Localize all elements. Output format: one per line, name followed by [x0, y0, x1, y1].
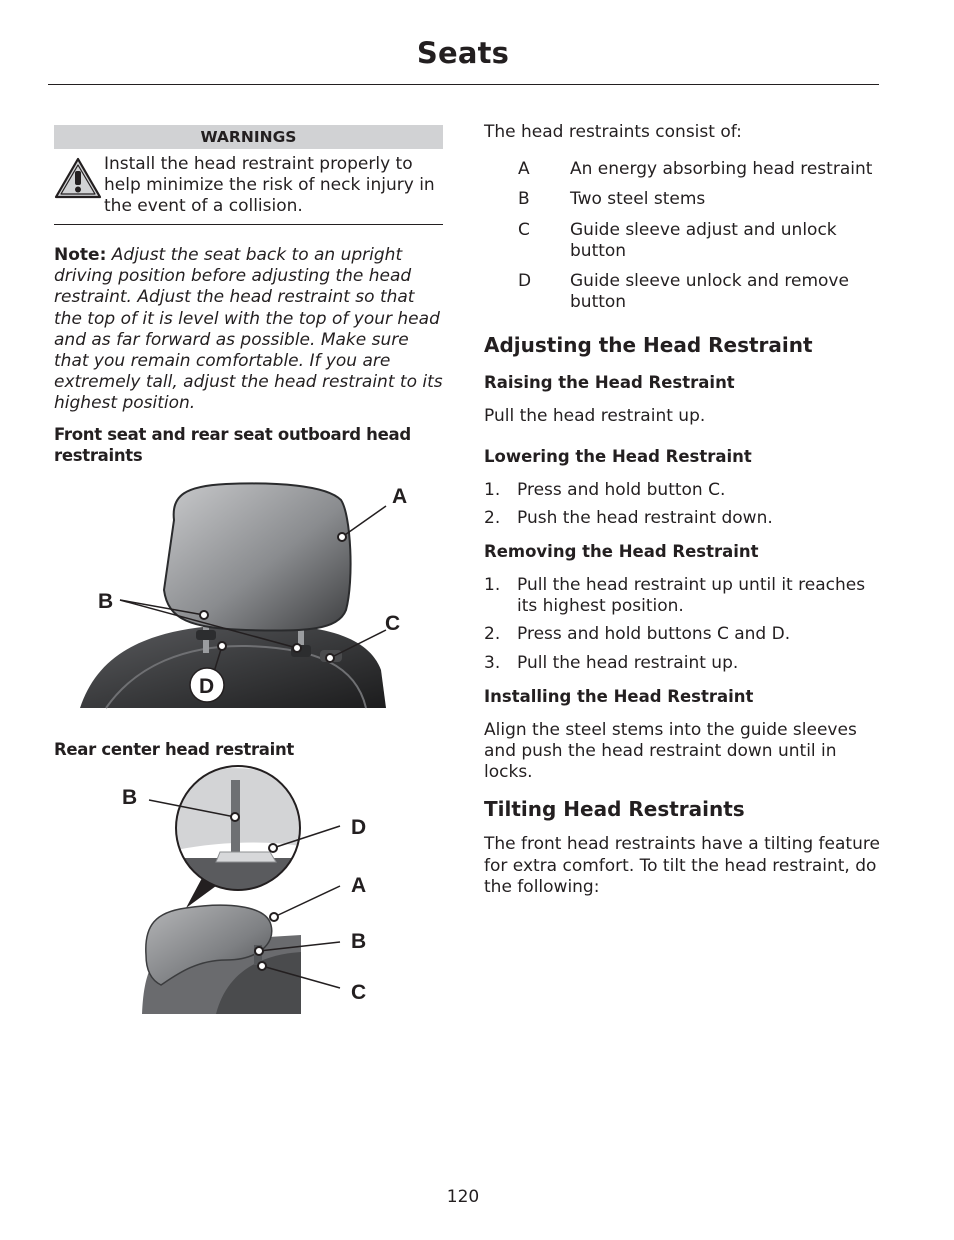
- left-column: [54, 125, 443, 466]
- part-letter: B: [518, 189, 530, 210]
- figure2-label-b-top: B: [122, 786, 138, 809]
- parts-list: [484, 159, 884, 313]
- lowering-steps: [484, 480, 884, 529]
- part-letter: C: [518, 219, 530, 240]
- page-number: 120: [446, 1187, 480, 1207]
- figure1-label-d: D: [199, 675, 215, 698]
- title-divider: [48, 84, 879, 85]
- part-text: Two steel stems: [570, 189, 706, 210]
- step-number: 1.: [484, 479, 501, 500]
- step-text: Pull the head restraint up until it reaches its highest position.: [517, 575, 866, 617]
- list-item: [484, 189, 884, 210]
- list-item: [484, 220, 884, 262]
- list-item: [484, 159, 884, 180]
- right-column: [484, 122, 884, 898]
- part-text: Guide sleeve adjust and unlock button: [570, 219, 837, 261]
- step-number: 3.: [484, 652, 501, 673]
- front-head-restraint-illustration: [76, 480, 426, 710]
- installing-text: Align the steel stems into the guide sleeves and push the head restraint down until in locks.: [484, 719, 857, 783]
- figure2-label-b-bottom: B: [351, 930, 367, 953]
- list-item: [484, 271, 884, 313]
- list-item: [484, 653, 884, 674]
- warning-triangle-icon: [54, 154, 104, 217]
- raising-text: Pull the head restraint up.: [484, 406, 706, 427]
- step-text: Push the head restraint down.: [517, 507, 773, 528]
- installing-heading: Installing the Head Restraint: [484, 686, 754, 706]
- step-number: 2.: [484, 507, 501, 528]
- part-text: An energy absorbing head restraint: [570, 159, 873, 180]
- figure2-label-a: A: [351, 874, 367, 897]
- figure2-label-c: C: [351, 981, 367, 1004]
- list-item: [484, 575, 884, 617]
- figure2-caption: Rear center head restraint: [54, 740, 295, 759]
- parts-intro: The head restraints consist of:: [484, 122, 742, 142]
- part-text: Guide sleeve unlock and remove button: [570, 271, 849, 313]
- list-item: [484, 480, 884, 501]
- adjusting-heading: Adjusting the Head Restraint: [484, 333, 813, 358]
- warning-text: Install the head restraint properly to help minimize the risk of neck injury in the event of a collision.: [104, 154, 435, 216]
- step-number: 2.: [484, 624, 501, 645]
- figure1-label-b: B: [98, 590, 114, 613]
- step-number: 1.: [484, 575, 501, 596]
- list-item: [484, 508, 884, 529]
- part-letter: D: [518, 271, 532, 292]
- warning-heading: WARNINGS: [54, 125, 443, 149]
- tilting-text: The front head restraints have a tilting feature for extra comfort. To tilt the head restraint, do the following:: [484, 834, 880, 897]
- note-text: Adjust the seat back to an upright driving position before adjusting the head restraint. Adjust the head restraint so that the top of it is level with the top of your head and as far forward as possible. Make sure that you remain comfortable. If you are extremely tall, adjust the head restraint to its highest position.: [54, 245, 443, 414]
- note-label: Note:: [54, 245, 107, 265]
- page-title: Seats: [416, 36, 510, 70]
- part-letter: A: [518, 159, 530, 180]
- step-text: Pull the head restraint up.: [517, 652, 739, 673]
- lowering-heading: Lowering the Head Restraint: [484, 446, 752, 466]
- step-text: Press and hold buttons C and D.: [517, 624, 791, 645]
- step-text: Press and hold button C.: [517, 479, 726, 500]
- note-paragraph: [54, 245, 443, 415]
- removing-heading: Removing the Head Restraint: [484, 542, 759, 562]
- warning-box: [54, 125, 443, 225]
- raising-heading: Raising the Head Restraint: [484, 373, 735, 393]
- list-item: [484, 624, 884, 645]
- tilting-heading: Tilting Head Restraints: [484, 797, 745, 822]
- figure1-caption: Front seat and rear seat outboard head restraints: [54, 424, 411, 465]
- figure1-label-c: C: [385, 612, 401, 635]
- figure1-label-a: A: [392, 485, 408, 508]
- removing-steps: [484, 575, 884, 674]
- figure2-label-d: D: [351, 816, 367, 839]
- rear-center-head-restraint-illustration: [116, 760, 386, 1020]
